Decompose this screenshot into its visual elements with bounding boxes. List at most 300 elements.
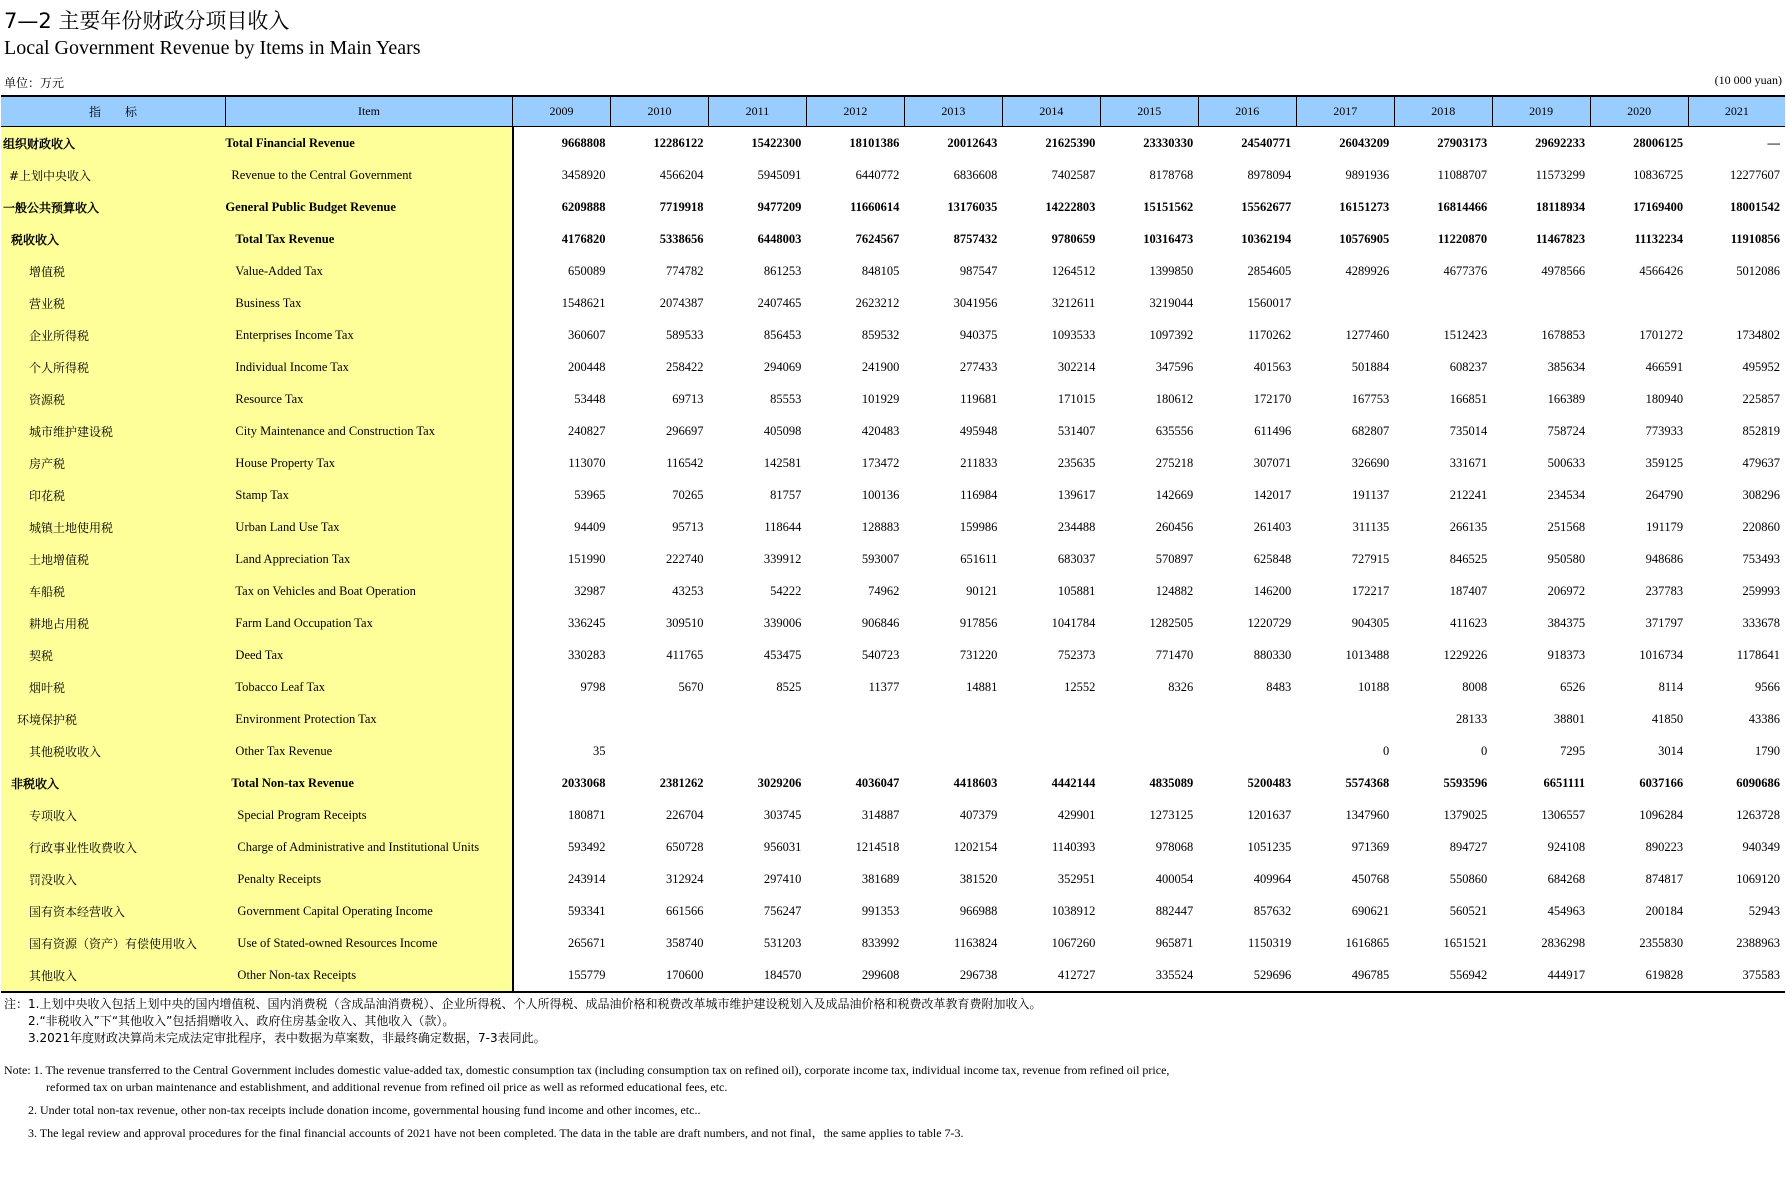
value-cell: 142581 [763, 455, 802, 470]
row-label-cn: 企业所得税 [1, 319, 225, 351]
value-cell: 235635 [1057, 455, 1096, 470]
value-cell: 358740 [665, 935, 704, 950]
notes-en [4, 1062, 1774, 1142]
value-cell: 309510 [665, 615, 704, 630]
value-cell: 116542 [666, 455, 704, 470]
value-cell: 11088707 [1437, 167, 1488, 182]
value-cell: 5574368 [1345, 775, 1390, 790]
value-cell: 225857 [1742, 391, 1780, 406]
value-cell: 187407 [1449, 583, 1488, 598]
header-year: 2017 [1296, 96, 1394, 127]
value-cell: 335524 [1155, 967, 1194, 982]
row-label-cn: 国有资源（资产）有偿使用收入 [1, 927, 225, 959]
header-year: 2013 [904, 96, 1002, 127]
value-cell [1002, 735, 1100, 767]
row-label-en: Urban Land Use Tax [225, 511, 512, 543]
value-cell [1100, 735, 1198, 767]
value-cell: 264790 [1645, 487, 1684, 502]
value-cell: 758724 [1547, 423, 1586, 438]
value-cell: 172217 [1351, 583, 1390, 598]
value-cell: 5012086 [1736, 263, 1780, 278]
value-cell: 375583 [1742, 967, 1780, 982]
value-cell: 6448003 [757, 231, 802, 246]
value-cell: 299608 [861, 967, 900, 982]
value-cell: 593341 [567, 903, 606, 918]
header-year: 2012 [806, 96, 904, 127]
value-cell: 651611 [960, 551, 998, 566]
value-cell [1688, 287, 1785, 319]
value-cell: 11910856 [1730, 231, 1780, 246]
row-label-cn: 营业税 [1, 287, 225, 319]
value-cell: 142669 [1155, 487, 1194, 502]
table-body [1, 127, 1785, 993]
value-cell: 385634 [1547, 359, 1586, 374]
value-cell: 3029206 [757, 775, 802, 790]
value-cell: 2381262 [659, 775, 704, 790]
value-cell: 409964 [1253, 871, 1292, 886]
value-cell: 119681 [960, 391, 998, 406]
value-cell: 4978566 [1541, 263, 1586, 278]
row-label-cn: 个人所得税 [1, 351, 225, 383]
value-cell: 307071 [1253, 455, 1292, 470]
value-cell: 105881 [1057, 583, 1096, 598]
value-cell: 124882 [1155, 583, 1194, 598]
value-cell: 4176820 [561, 231, 606, 246]
value-cell: 251568 [1547, 519, 1586, 534]
row-label-cn: 行政事业性收费收入 [1, 831, 225, 863]
value-cell: 333678 [1742, 615, 1780, 630]
row-label-cn: #上划中央收入 [1, 159, 225, 191]
value-cell: 371797 [1645, 615, 1684, 630]
header-year: 2015 [1100, 96, 1198, 127]
value-cell: 1201637 [1247, 807, 1292, 822]
value-cell: 411765 [666, 647, 704, 662]
value-cell [806, 735, 904, 767]
value-cell: 540723 [861, 647, 900, 662]
table-row [1, 799, 1785, 831]
value-cell: 330283 [567, 647, 606, 662]
value-cell: 727915 [1351, 551, 1390, 566]
value-cell: 753493 [1742, 551, 1780, 566]
value-cell: 260456 [1155, 519, 1194, 534]
value-cell: 29692233 [1535, 135, 1586, 150]
value-cell [1100, 703, 1198, 735]
value-cell: 155779 [567, 967, 606, 982]
row-label-en: Charge of Administrative and Institutional Units [225, 831, 512, 863]
header-item-cn: 指 标 [1, 96, 225, 127]
row-label-en: Business Tax [225, 287, 512, 319]
value-cell: 1701272 [1639, 327, 1684, 342]
row-label-en: House Property Tax [225, 447, 512, 479]
value-cell: 9780659 [1051, 231, 1096, 246]
value-cell: 2623212 [855, 295, 900, 310]
value-cell: 880330 [1253, 647, 1292, 662]
row-label-en: Other Non-tax Receipts [225, 959, 512, 992]
value-cell: 1163824 [954, 935, 998, 950]
value-cell: 166851 [1449, 391, 1488, 406]
value-cell: 259993 [1742, 583, 1780, 598]
value-cell: 833992 [861, 935, 900, 950]
value-cell: 11467823 [1535, 231, 1586, 246]
value-cell: 360607 [567, 327, 606, 342]
header-year: 2010 [610, 96, 708, 127]
table-row [1, 959, 1785, 992]
table-row [1, 671, 1785, 703]
row-label-en: Penalty Receipts [225, 863, 512, 895]
row-label-cn: 专项收入 [1, 799, 225, 831]
value-cell [708, 735, 806, 767]
value-cell: 11377 [868, 679, 900, 694]
table-row [1, 255, 1785, 287]
note-en-2: 2. Under total non-tax revenue, other non-tax receipts include donation income, governmental housing fund income and other incomes, etc.. [28, 1103, 701, 1117]
revenue-table [1, 95, 1785, 993]
value-cell: 339912 [763, 551, 802, 566]
value-cell: 101929 [861, 391, 900, 406]
value-cell: 237783 [1645, 583, 1684, 598]
value-cell: 151990 [567, 551, 606, 566]
value-cell: 2355830 [1639, 935, 1684, 950]
row-label-en: Other Tax Revenue [225, 735, 512, 767]
row-label-cn: 一般公共预算收入 [1, 191, 225, 223]
header-item-en: Item [225, 96, 512, 127]
row-label-en: Environment Protection Tax [225, 703, 512, 735]
value-cell [1002, 703, 1100, 735]
table-row [1, 703, 1785, 735]
value-cell: 1170262 [1247, 327, 1292, 342]
row-label-cn: 环境保护税 [1, 703, 225, 735]
value-cell: 773933 [1645, 423, 1684, 438]
value-cell: 589533 [665, 327, 704, 342]
value-cell: 978068 [1155, 839, 1194, 854]
value-cell: 173472 [861, 455, 900, 470]
value-cell: 6836608 [953, 167, 998, 182]
value-cell: 550860 [1449, 871, 1488, 886]
value-cell: 856453 [763, 327, 802, 342]
value-cell: 1790 [1755, 743, 1780, 758]
value-cell: 495948 [959, 423, 998, 438]
value-cell: 1273125 [1149, 807, 1194, 822]
value-cell: 9566 [1755, 679, 1780, 694]
value-cell: 401563 [1253, 359, 1292, 374]
value-cell: 10576905 [1339, 231, 1390, 246]
value-cell: 10188 [1357, 679, 1390, 694]
value-cell: 11132234 [1634, 231, 1684, 246]
value-cell: 556942 [1449, 967, 1488, 982]
value-cell: 454963 [1547, 903, 1586, 918]
value-cell: 991353 [861, 903, 900, 918]
header-year: 2018 [1394, 96, 1492, 127]
value-cell: 1097392 [1149, 327, 1194, 342]
row-label-en: Value-Added Tax [225, 255, 512, 287]
value-cell: 570897 [1155, 551, 1194, 566]
value-cell: 894727 [1449, 839, 1488, 854]
value-cell: 6209888 [561, 199, 606, 214]
table-row [1, 735, 1785, 767]
table-row [1, 895, 1785, 927]
value-cell: 28133 [1455, 711, 1488, 726]
value-cell: 11660614 [850, 199, 900, 214]
value-cell [1394, 287, 1492, 319]
row-label-en: Total Non-tax Revenue [225, 767, 512, 799]
row-label-en: Resource Tax [225, 383, 512, 415]
value-cell [610, 735, 708, 767]
row-label-cn: 印花税 [1, 479, 225, 511]
value-cell: 8114 [1658, 679, 1684, 694]
value-cell: 9668808 [561, 135, 606, 150]
value-cell: 412727 [1057, 967, 1096, 982]
value-cell: 1678853 [1541, 327, 1586, 342]
value-cell: 211833 [960, 455, 998, 470]
value-cell: 1548621 [561, 295, 606, 310]
value-cell: 18101386 [849, 135, 900, 150]
value-cell: 15562677 [1241, 199, 1292, 214]
value-cell: 326690 [1351, 455, 1390, 470]
value-cell: 5200483 [1247, 775, 1292, 790]
value-cell: 10316473 [1143, 231, 1194, 246]
value-cell: 948686 [1645, 551, 1684, 566]
value-cell: 453475 [763, 647, 802, 662]
value-cell: 314887 [861, 807, 900, 822]
value-cell: 6526 [1560, 679, 1586, 694]
header-year: 2009 [513, 96, 611, 127]
value-cell: 861253 [763, 263, 802, 278]
row-label-cn: 资源税 [1, 383, 225, 415]
value-cell: 14881 [966, 679, 998, 694]
value-cell: 275218 [1155, 455, 1194, 470]
value-cell: 1651521 [1443, 935, 1488, 950]
value-cell: 15151562 [1143, 199, 1194, 214]
value-cell: 24540771 [1241, 135, 1292, 150]
value-cell: 6440772 [855, 167, 900, 182]
row-label-en: Special Program Receipts [225, 799, 512, 831]
value-cell: 347596 [1155, 359, 1194, 374]
table-row [1, 383, 1785, 415]
value-cell: 303745 [763, 807, 802, 822]
value-cell: 297410 [763, 871, 802, 886]
row-label-cn: 增值税 [1, 255, 225, 287]
table-row [1, 479, 1785, 511]
value-cell: 904305 [1351, 615, 1390, 630]
value-cell: 18118934 [1535, 199, 1586, 214]
note-cn-1: 注：1.上划中央收入包括上划中央的国内增值税、国内消费税（含成品油消费税）、企业所得税、个人所得税、成品油价格和税费改革城市维护建设税划入及成品油价格和税费改革教育费附加收入。 [4, 997, 1042, 1011]
value-cell: 608237 [1449, 359, 1488, 374]
table-row [1, 543, 1785, 575]
value-cell: 1140393 [1052, 839, 1096, 854]
value-cell: 683037 [1057, 551, 1096, 566]
table-row [1, 863, 1785, 895]
row-label-cn: 组织财政收入 [1, 127, 225, 160]
row-label-en: General Public Budget Revenue [225, 191, 512, 223]
row-label-en: City Maintenance and Construction Tax [225, 415, 512, 447]
value-cell [513, 703, 611, 735]
value-cell: 90121 [966, 583, 998, 598]
value-cell [1590, 287, 1688, 319]
value-cell: 650728 [665, 839, 704, 854]
value-cell: 170600 [665, 967, 704, 982]
value-cell: 11573299 [1535, 167, 1586, 182]
value-cell: 180940 [1645, 391, 1684, 406]
value-cell: 43386 [1748, 711, 1780, 726]
value-cell [904, 735, 1002, 767]
value-cell: 500633 [1547, 455, 1586, 470]
value-cell: 296697 [665, 423, 704, 438]
value-cell: 917856 [959, 615, 998, 630]
value-cell: 28006125 [1633, 135, 1684, 150]
value-cell: 560521 [1449, 903, 1488, 918]
row-label-en: Tax on Vehicles and Boat Operation [225, 575, 512, 607]
value-cell: 1229226 [1443, 647, 1488, 662]
value-cell: 14222803 [1045, 199, 1096, 214]
table-row [1, 319, 1785, 351]
value-cell: 180871 [567, 807, 606, 822]
value-cell: 10362194 [1241, 231, 1292, 246]
value-cell: 311135 [1352, 519, 1390, 534]
row-label-cn: 耕地占用税 [1, 607, 225, 639]
row-label-cn: 契税 [1, 639, 225, 671]
row-label-en: Stamp Tax [225, 479, 512, 511]
row-label-en: Government Capital Operating Income [225, 895, 512, 927]
value-cell: 308296 [1742, 487, 1780, 502]
value-cell: 400054 [1155, 871, 1194, 886]
value-cell: 10836725 [1633, 167, 1684, 182]
value-cell: 296738 [959, 967, 998, 982]
value-cell: 167753 [1351, 391, 1390, 406]
header-year: 2014 [1002, 96, 1100, 127]
value-cell: 1379025 [1443, 807, 1488, 822]
table-row [1, 767, 1785, 799]
row-label-en: Individual Income Tax [225, 351, 512, 383]
value-cell: 12552 [1064, 679, 1096, 694]
value-cell: 852819 [1742, 423, 1780, 438]
table-row [1, 223, 1785, 255]
table-row [1, 159, 1785, 191]
value-cell: 4036047 [855, 775, 900, 790]
value-cell: 128883 [861, 519, 900, 534]
value-cell: 650089 [567, 263, 606, 278]
value-cell: 531203 [763, 935, 802, 950]
value-cell: 420483 [861, 423, 900, 438]
value-cell: 940375 [959, 327, 998, 342]
value-cell: 294069 [763, 359, 802, 374]
value-cell: 266135 [1449, 519, 1488, 534]
value-cell: 4442144 [1051, 775, 1096, 790]
value-cell: 890223 [1645, 839, 1684, 854]
value-cell: 142017 [1253, 487, 1292, 502]
unit-label-cn: 单位：万元 [4, 76, 65, 90]
table-row [1, 447, 1785, 479]
value-cell: 206972 [1547, 583, 1586, 598]
value-cell: 6037166 [1639, 775, 1684, 790]
value-cell: 2388963 [1736, 935, 1780, 950]
value-cell: 1038912 [1051, 903, 1096, 918]
value-cell: 4835089 [1149, 775, 1194, 790]
value-cell: 690621 [1351, 903, 1390, 918]
value-cell: 3219044 [1149, 295, 1194, 310]
table-row [1, 127, 1785, 160]
value-cell: 7402587 [1051, 167, 1096, 182]
value-cell: 94409 [574, 519, 606, 534]
value-cell: 180612 [1155, 391, 1194, 406]
value-cell: 1306557 [1541, 807, 1586, 822]
value-cell: 384375 [1547, 615, 1586, 630]
value-cell: 53448 [574, 391, 606, 406]
value-cell: 611496 [1254, 423, 1292, 438]
header-year: 2011 [708, 96, 806, 127]
value-cell: 81757 [770, 487, 802, 502]
value-cell: 4418603 [953, 775, 998, 790]
value-cell: 43253 [672, 583, 704, 598]
value-cell: 166389 [1547, 391, 1586, 406]
value-cell: 8178768 [1149, 167, 1194, 182]
value-cell: 277433 [959, 359, 998, 374]
value-cell: 4677376 [1443, 263, 1488, 278]
note-cn-3: 3.2021年度财政决算尚未完成法定审批程序，表中数据为草案数，非最终确定数据，7-3表同此。 [28, 1031, 546, 1045]
value-cell: 7719918 [659, 199, 704, 214]
value-cell: 1399850 [1149, 263, 1194, 278]
value-cell: 13176035 [947, 199, 998, 214]
value-cell: 682807 [1351, 423, 1390, 438]
row-label-en: Revenue to the Central Government [225, 159, 512, 191]
value-cell: 1178641 [1736, 647, 1780, 662]
value-cell: 857632 [1253, 903, 1292, 918]
header-year: 2019 [1492, 96, 1590, 127]
table-row [1, 287, 1785, 319]
table-header-row [1, 96, 1785, 127]
value-cell: 735014 [1449, 423, 1488, 438]
value-cell: 116984 [960, 487, 998, 502]
value-cell: 1202154 [953, 839, 998, 854]
value-cell: 771470 [1155, 647, 1194, 662]
value-cell: 38801 [1553, 711, 1586, 726]
value-cell: 8757432 [953, 231, 998, 246]
value-cell: 23330330 [1143, 135, 1194, 150]
value-cell: 172170 [1253, 391, 1292, 406]
value-cell: 8483 [1266, 679, 1292, 694]
value-cell: 339006 [763, 615, 802, 630]
note-en-3: 3. The legal review and approval procedures for the final financial accounts of 2021 have not been completed. The data in the table are draft numbers, and not final，the same applies to table 7-3. [28, 1126, 964, 1140]
row-label-cn: 土地增值税 [1, 543, 225, 575]
value-cell: 882447 [1155, 903, 1194, 918]
value-cell: 100136 [861, 487, 900, 502]
value-cell: 12277607 [1730, 167, 1780, 182]
value-cell: 2407465 [757, 295, 802, 310]
value-cell: 1093533 [1051, 327, 1096, 342]
value-cell: 191137 [1352, 487, 1390, 502]
value-cell: 118644 [764, 519, 802, 534]
value-cell: 635556 [1155, 423, 1194, 438]
value-cell: 971369 [1351, 839, 1390, 854]
page-title-en: Local Government Revenue by Items in Main Years [4, 37, 421, 59]
value-cell: 3458920 [561, 167, 606, 182]
value-cell: 139617 [1057, 487, 1096, 502]
value-cell: 52943 [1748, 903, 1780, 918]
value-cell: 940349 [1742, 839, 1780, 854]
note-en-1: Note: 1. The revenue transferred to the Central Government includes domestic value-added tax, domestic consumption tax (including consumption tax on refined oil), corporate income tax, individual income tax, revenue from refined oil price, [4, 1063, 1170, 1077]
row-label-cn: 烟叶税 [1, 671, 225, 703]
value-cell: 12286122 [653, 135, 704, 150]
value-cell: 924108 [1547, 839, 1586, 854]
value-cell: 265671 [567, 935, 606, 950]
table-row [1, 831, 1785, 863]
value-cell: 352951 [1057, 871, 1096, 886]
row-label-cn: 非税收入 [1, 767, 225, 799]
value-cell: 85553 [770, 391, 802, 406]
value-cell: 21625390 [1045, 135, 1096, 150]
note-en-1-cont: reformed tax on urban maintenance and establishment, and additional revenue from refined oil price as well as reformed educational fees, etc. [46, 1080, 728, 1094]
value-cell: 1016734 [1639, 647, 1684, 662]
row-label-cn: 城镇土地使用税 [1, 511, 225, 543]
value-cell: 17169400 [1633, 199, 1684, 214]
